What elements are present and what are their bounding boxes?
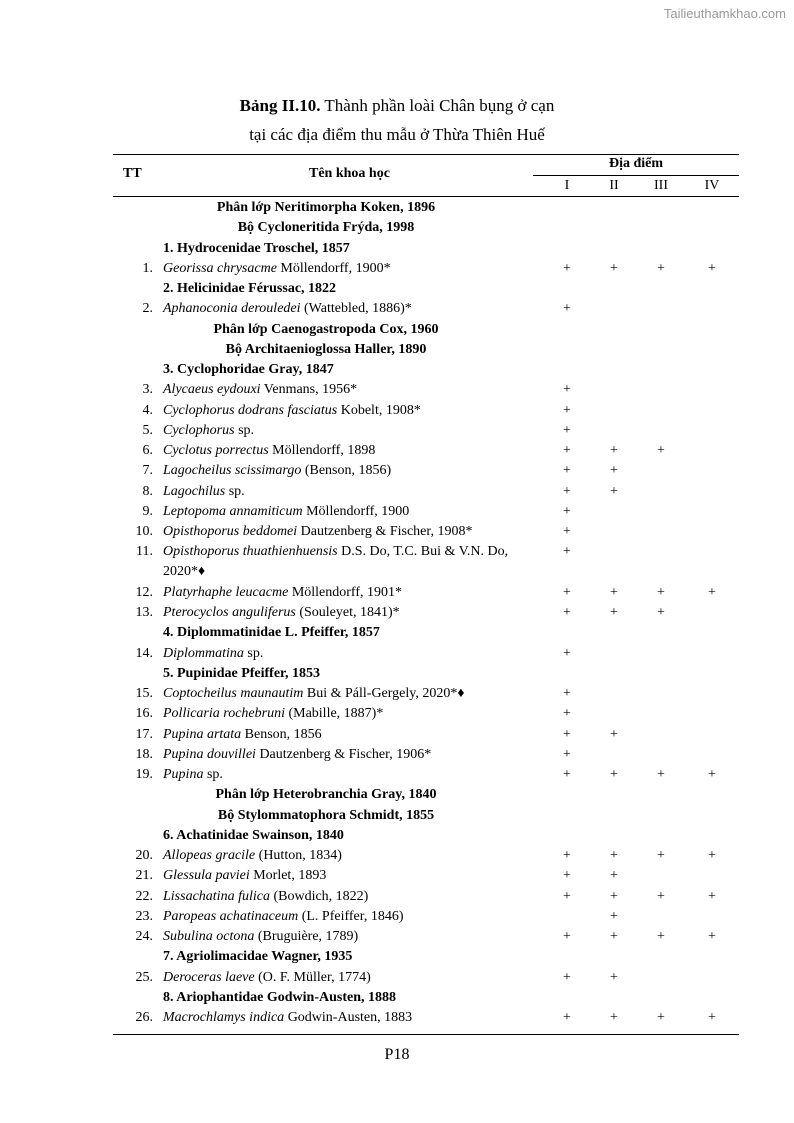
presence-mark-site-4: + bbox=[708, 1010, 716, 1025]
species-epithet: Subulina octona bbox=[163, 929, 255, 944]
presence-mark-site-1: + bbox=[563, 544, 571, 560]
presence-mark-site-4: + bbox=[708, 767, 716, 782]
scientific-name bbox=[163, 907, 533, 927]
family-row bbox=[113, 623, 739, 643]
presence-mark-site-2: + bbox=[610, 929, 618, 944]
row-number: 20. bbox=[135, 848, 153, 863]
presence-mark-site-1: + bbox=[563, 422, 571, 438]
page-number: P18 bbox=[384, 1046, 410, 1063]
scientific-name bbox=[163, 299, 533, 319]
table-title-text: Thành phần loài Chân bụng ở cạn bbox=[320, 96, 555, 115]
presence-mark-site-4: + bbox=[708, 260, 716, 276]
scientific-name bbox=[163, 927, 533, 947]
presence-mark-site-1: + bbox=[563, 584, 571, 600]
table-row bbox=[113, 968, 739, 988]
row-number: 8. bbox=[142, 483, 153, 499]
table-row bbox=[113, 583, 739, 603]
presence-mark-site-1: + bbox=[563, 382, 571, 398]
presence-mark-site-1: + bbox=[563, 503, 571, 519]
row-number: 24. bbox=[135, 929, 153, 944]
presence-mark-site-1: + bbox=[563, 483, 571, 499]
presence-mark-site-1: + bbox=[563, 767, 571, 782]
row-number: 6. bbox=[142, 443, 153, 458]
row-number: 18. bbox=[135, 746, 153, 762]
row-number: 12. bbox=[135, 584, 153, 600]
species-epithet: Opisthoporus beddomei bbox=[163, 524, 298, 539]
family-row bbox=[113, 826, 739, 846]
table-title bbox=[0, 96, 794, 116]
scientific-name bbox=[163, 482, 533, 502]
species-epithet: Opisthoporus thuathienhuensis bbox=[163, 544, 338, 560]
presence-mark-site-1: + bbox=[563, 706, 571, 722]
species-author: Bui & Páll-Gergely, 2020*♦ bbox=[303, 686, 465, 701]
scientific-name bbox=[163, 644, 533, 664]
taxon-group-row bbox=[113, 340, 739, 360]
species-epithet: Leptopoma annamiticum bbox=[163, 503, 303, 519]
table-row bbox=[113, 887, 739, 907]
species-author: (Wattebled, 1886)* bbox=[300, 301, 412, 317]
header-sub-rule bbox=[533, 175, 739, 176]
species-author: Benson, 1856 bbox=[241, 726, 322, 742]
presence-mark-site-2: + bbox=[610, 848, 618, 863]
presence-mark-site-1: + bbox=[563, 645, 571, 661]
family-label: 6. Achatinidae Swainson, 1840 bbox=[163, 827, 344, 843]
presence-mark-site-3: + bbox=[657, 260, 665, 276]
scientific-name bbox=[163, 704, 533, 724]
row-number: 26. bbox=[135, 1010, 153, 1025]
table-row bbox=[113, 542, 739, 580]
row-number: 11. bbox=[136, 544, 153, 560]
species-author: (L. Pfeiffer, 1846) bbox=[298, 908, 404, 924]
species-author: sp. bbox=[225, 483, 245, 499]
presence-mark-site-2: + bbox=[610, 969, 618, 985]
species-epithet: Lagocheilus scissimargo bbox=[163, 463, 302, 479]
species-author: Möllendorff, 1900 bbox=[302, 503, 410, 519]
presence-mark-site-1: + bbox=[563, 524, 571, 539]
table-top-rule bbox=[113, 154, 739, 155]
species-author: Möllendorff, 1898 bbox=[268, 443, 376, 458]
presence-mark-site-3: + bbox=[657, 1010, 665, 1025]
header-bottom-rule bbox=[113, 196, 739, 197]
family-label: 2. Helicinidae Férussac, 1822 bbox=[163, 281, 337, 296]
table-row bbox=[113, 299, 739, 319]
presence-mark-site-1: + bbox=[563, 260, 571, 276]
family-row bbox=[113, 279, 739, 299]
row-number: 25. bbox=[135, 969, 153, 985]
species-author: sp. bbox=[234, 422, 255, 438]
row-number: 1. bbox=[142, 260, 153, 276]
species-author-cont: 2020*♦ bbox=[163, 564, 206, 580]
species-author: Dautzenberg & Fischer, 1908* bbox=[297, 524, 473, 539]
species-epithet: Macrochlamys indica bbox=[163, 1010, 285, 1025]
presence-mark-site-2: + bbox=[610, 767, 618, 782]
row-number: 13. bbox=[135, 605, 153, 620]
scientific-name bbox=[163, 603, 533, 623]
scientific-name bbox=[163, 502, 533, 522]
table-row bbox=[113, 846, 739, 866]
species-epithet: Diplommatina bbox=[163, 645, 244, 661]
species-author: (Benson, 1856) bbox=[301, 463, 392, 479]
presence-mark-site-1: + bbox=[563, 1010, 571, 1025]
presence-mark-site-1: + bbox=[563, 443, 571, 458]
table-row bbox=[113, 745, 739, 765]
taxon-group-label: Phân lớp Neritimorpha Koken, 1896 bbox=[216, 200, 436, 215]
scientific-name bbox=[163, 461, 533, 481]
scientific-name bbox=[163, 765, 533, 785]
table-row bbox=[113, 765, 739, 785]
table-row bbox=[113, 482, 739, 502]
species-epithet: Pupina bbox=[163, 767, 204, 782]
table-subtitle: tại các địa điểm thu mẫu ở Thừa Thiên Huế bbox=[249, 125, 545, 144]
row-number: 10. bbox=[135, 524, 153, 539]
table-bottom-rule bbox=[113, 1034, 739, 1035]
presence-mark-site-2: + bbox=[610, 726, 618, 742]
table-row bbox=[113, 522, 739, 542]
scientific-name bbox=[163, 259, 533, 279]
header-site-iv: IV bbox=[704, 178, 720, 193]
taxon-group-label: Bộ Cycloneritida Frýda, 1998 bbox=[237, 220, 415, 236]
taxon-group-label: Bộ Stylommatophora Schmidt, 1855 bbox=[217, 807, 435, 823]
scientific-name bbox=[163, 522, 533, 542]
row-number: 21. bbox=[135, 868, 153, 884]
scientific-name bbox=[163, 441, 533, 461]
species-epithet: Pupina artata bbox=[163, 726, 242, 742]
taxon-group-row bbox=[113, 806, 739, 826]
species-author: Morlet, 1893 bbox=[249, 868, 327, 884]
species-author: Venmans, 1956* bbox=[260, 382, 358, 398]
presence-mark-site-3: + bbox=[657, 443, 665, 458]
presence-mark-site-1: + bbox=[563, 726, 571, 742]
header-site-ii: II bbox=[609, 178, 619, 193]
species-epithet: Deroceras laeve bbox=[163, 969, 255, 985]
presence-mark-site-3: + bbox=[657, 848, 665, 863]
table-row bbox=[113, 441, 739, 461]
species-epithet: Lissachatina fulica bbox=[163, 888, 270, 904]
species-epithet: Allopeas gracile bbox=[163, 848, 256, 863]
table-row bbox=[113, 704, 739, 724]
family-label: 8. Ariophantidae Godwin-Austen, 1888 bbox=[163, 989, 396, 1005]
presence-mark-site-4: + bbox=[708, 929, 716, 944]
species-author: D.S. Do, T.C. Bui & V.N. Do, bbox=[337, 544, 509, 560]
species-epithet: Pupina douvillei bbox=[163, 746, 256, 762]
row-number: 5. bbox=[142, 422, 153, 438]
row-number: 17. bbox=[135, 726, 153, 742]
presence-mark-site-2: + bbox=[610, 908, 618, 924]
species-epithet: Aphanoconia derouledei bbox=[163, 301, 301, 317]
row-number: 19. bbox=[135, 767, 153, 782]
presence-mark-site-1: + bbox=[563, 868, 571, 884]
watermark: Tailieuthamkhao.com bbox=[663, 6, 786, 21]
presence-mark-site-2: + bbox=[610, 888, 618, 904]
scientific-name bbox=[163, 583, 533, 603]
presence-mark-site-1: + bbox=[563, 463, 571, 479]
family-row bbox=[113, 664, 739, 684]
table-row bbox=[113, 1008, 739, 1028]
presence-mark-site-2: + bbox=[610, 463, 618, 479]
species-epithet: Pollicaria rochebruni bbox=[163, 706, 285, 722]
species-author: (Souleyet, 1841)* bbox=[295, 605, 400, 620]
taxon-group-label: Phân lớp Caenogastropoda Cox, 1960 bbox=[213, 321, 439, 337]
species-author: (Hutton, 1834) bbox=[255, 848, 342, 863]
scientific-name bbox=[163, 866, 533, 886]
family-label: 4. Diplommatinidae L. Pfeiffer, 1857 bbox=[163, 625, 380, 641]
presence-mark-site-3: + bbox=[657, 929, 665, 944]
species-epithet: Platyrhaphe leucacme bbox=[163, 584, 289, 600]
presence-mark-site-1: + bbox=[563, 686, 571, 701]
species-epithet: Alycaeus eydouxi bbox=[163, 382, 261, 398]
family-label: 5. Pupinidae Pfeiffer, 1853 bbox=[163, 665, 320, 681]
species-author: Möllendorff, 1900* bbox=[276, 260, 391, 276]
row-number: 23. bbox=[135, 908, 153, 924]
header-name: Tên khoa học bbox=[309, 166, 390, 181]
row-number: 15. bbox=[135, 686, 153, 701]
table-row bbox=[113, 461, 739, 481]
header-site-i: I bbox=[564, 178, 570, 193]
species-author: Möllendorff, 1901* bbox=[288, 584, 402, 600]
row-number: 3. bbox=[142, 382, 153, 398]
presence-mark-site-3: + bbox=[657, 888, 665, 904]
presence-mark-site-1: + bbox=[563, 848, 571, 863]
presence-mark-site-1: + bbox=[563, 402, 571, 418]
species-epithet: Coptocheilus maunautim bbox=[163, 686, 304, 701]
species-author: Dautzenberg & Fischer, 1906* bbox=[255, 746, 432, 762]
header-location: Địa điểm bbox=[608, 156, 664, 171]
presence-mark-site-1: + bbox=[563, 929, 571, 944]
family-row bbox=[113, 239, 739, 259]
presence-mark-site-2: + bbox=[610, 483, 618, 499]
row-number: 4. bbox=[142, 402, 153, 418]
table-row bbox=[113, 603, 739, 623]
taxon-group-label: Phân lớp Heterobranchia Gray, 1840 bbox=[215, 787, 437, 803]
taxon-group-row bbox=[113, 218, 739, 238]
presence-mark-site-1: + bbox=[563, 605, 571, 620]
scientific-name bbox=[163, 745, 533, 765]
family-label: 7. Agriolimacidae Wagner, 1935 bbox=[163, 949, 353, 965]
species-author: (Bowdich, 1822) bbox=[269, 888, 369, 904]
species-epithet: Georissa chrysacme bbox=[163, 260, 277, 276]
presence-mark-site-1: + bbox=[563, 888, 571, 904]
species-author: (Bruguière, 1789) bbox=[254, 929, 359, 944]
species-author: Kobelt, 1908* bbox=[337, 402, 421, 418]
table-row bbox=[113, 502, 739, 522]
taxon-group-row bbox=[113, 785, 739, 805]
presence-mark-site-1: + bbox=[563, 969, 571, 985]
presence-mark-site-4: + bbox=[708, 584, 716, 600]
scientific-name bbox=[163, 542, 533, 582]
scientific-name bbox=[163, 968, 533, 988]
family-label: 1. Hydrocenidae Troschel, 1857 bbox=[163, 240, 350, 256]
scientific-name bbox=[163, 380, 533, 400]
table-row bbox=[113, 725, 739, 745]
table-row bbox=[113, 401, 739, 421]
family-label: 3. Cyclophoridae Gray, 1847 bbox=[163, 362, 334, 377]
presence-mark-site-2: + bbox=[610, 584, 618, 600]
presence-mark-site-2: + bbox=[610, 260, 618, 276]
species-epithet: Paropeas achatinaceum bbox=[163, 908, 299, 924]
table-row bbox=[113, 259, 739, 279]
presence-mark-site-2: + bbox=[610, 605, 618, 620]
row-number: 14. bbox=[135, 645, 153, 661]
presence-mark-site-3: + bbox=[657, 767, 665, 782]
presence-mark-site-2: + bbox=[610, 868, 618, 884]
family-row bbox=[113, 988, 739, 1008]
table-row bbox=[113, 644, 739, 664]
row-number: 22. bbox=[135, 888, 153, 904]
species-author: (Mabille, 1887)* bbox=[284, 706, 384, 722]
species-epithet: Pterocyclos anguliferus bbox=[163, 605, 296, 620]
species-author: (O. F. Müller, 1774) bbox=[254, 969, 371, 985]
presence-mark-site-3: + bbox=[657, 605, 665, 620]
species-author: sp. bbox=[203, 767, 223, 782]
presence-mark-site-2: + bbox=[610, 443, 618, 458]
taxon-group-row bbox=[113, 320, 739, 340]
taxon-group-row bbox=[113, 198, 739, 218]
species-epithet: Lagochilus bbox=[163, 483, 226, 499]
species-epithet: Cyclotus porrectus bbox=[163, 443, 269, 458]
presence-mark-site-4: + bbox=[708, 888, 716, 904]
row-number: 2. bbox=[142, 301, 153, 317]
scientific-name bbox=[163, 887, 533, 907]
table-row bbox=[113, 684, 739, 704]
scientific-name bbox=[163, 725, 533, 745]
family-row bbox=[113, 947, 739, 967]
species-author: sp. bbox=[243, 645, 264, 661]
scientific-name bbox=[163, 401, 533, 421]
table-row bbox=[113, 927, 739, 947]
presence-mark-site-4: + bbox=[708, 848, 716, 863]
table-label: Bảng II.10. bbox=[239, 96, 321, 115]
header-tt: TT bbox=[123, 166, 142, 181]
presence-mark-site-2: + bbox=[610, 1010, 618, 1025]
scientific-name bbox=[163, 684, 533, 704]
table-row bbox=[113, 380, 739, 400]
row-number: 7. bbox=[142, 463, 153, 479]
presence-mark-site-1: + bbox=[563, 301, 571, 317]
species-epithet: Glessula paviei bbox=[163, 868, 250, 884]
row-number: 16. bbox=[135, 706, 153, 722]
scientific-name bbox=[163, 421, 533, 441]
species-epithet: Cyclophorus bbox=[163, 422, 235, 438]
species-epithet: Cyclophorus dodrans fasciatus bbox=[163, 402, 338, 418]
taxon-group-label: Bộ Architaenioglossa Haller, 1890 bbox=[225, 341, 427, 357]
family-row bbox=[113, 360, 739, 380]
scientific-name bbox=[163, 1008, 533, 1028]
species-author: Godwin-Austen, 1883 bbox=[284, 1010, 413, 1025]
scientific-name bbox=[163, 846, 533, 866]
table-row bbox=[113, 907, 739, 927]
row-number: 9. bbox=[142, 503, 153, 519]
header-site-iii: III bbox=[654, 178, 668, 193]
presence-mark-site-3: + bbox=[657, 584, 665, 600]
table-row bbox=[113, 421, 739, 441]
table-row bbox=[113, 866, 739, 886]
presence-mark-site-1: + bbox=[563, 746, 571, 762]
